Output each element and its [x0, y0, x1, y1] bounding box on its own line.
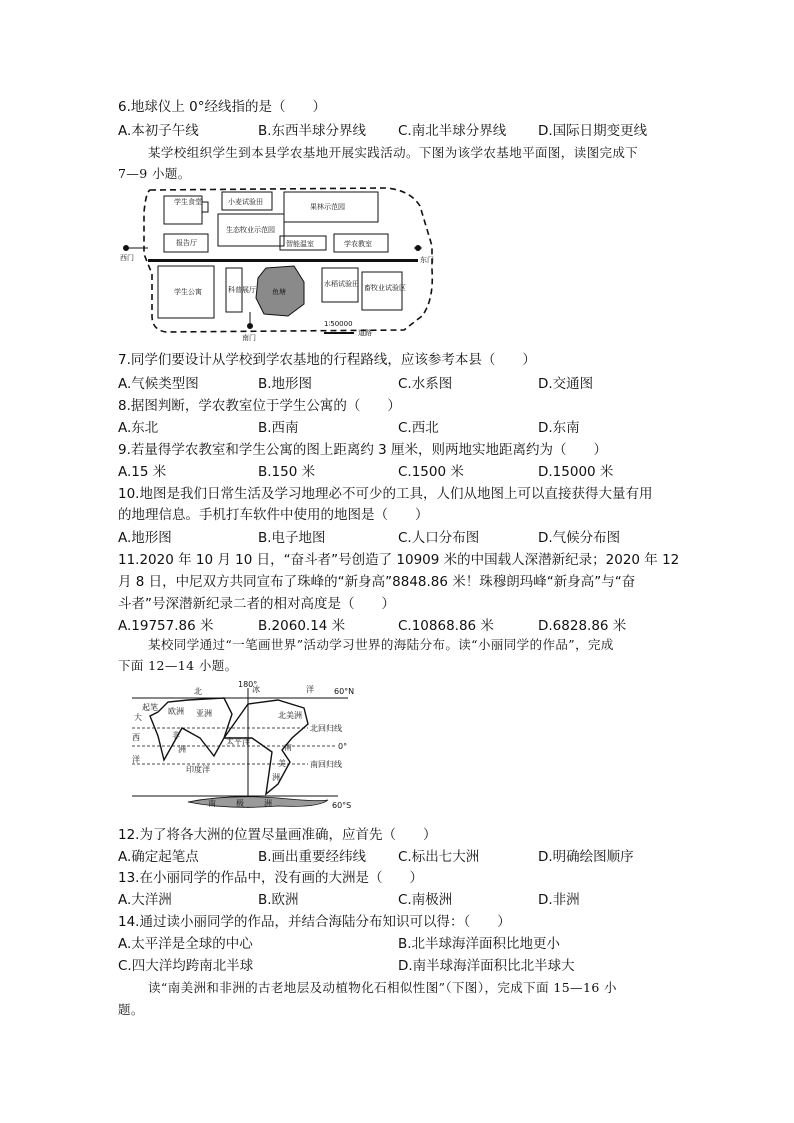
- q14-option-d[interactable]: D.南半球海洋面积比北半球大: [398, 958, 575, 974]
- intro-15-16-line2: 题。: [118, 1002, 144, 1017]
- atlantic-2-label: 西: [132, 733, 140, 742]
- intro-12-14-line2: 下面 12—14 小题。: [118, 658, 238, 673]
- meridian-180-label: 180°: [238, 680, 258, 689]
- smart-shed-label: 智能温室: [286, 240, 314, 248]
- south-america-3-label: 洲: [272, 773, 280, 782]
- q6-option-a[interactable]: A.本初子午线: [118, 123, 199, 139]
- atlantic-3-label: 洋: [132, 755, 140, 764]
- rice-field-label: 水稻试验田: [324, 280, 359, 288]
- pond-label: 鱼塘: [272, 288, 286, 296]
- question-11-stem-line1: 11.2020 年 10 月 10 日，“奋斗者”号创造了 10909 米的中国载人深潜新纪录；2020 年 12: [118, 552, 680, 568]
- q13-option-d[interactable]: D.非洲: [538, 892, 580, 908]
- q7-option-c[interactable]: C.水系图: [398, 376, 453, 392]
- road-legend-label: 道路: [358, 329, 372, 337]
- q11-option-a[interactable]: A.19757.86 米: [118, 618, 214, 634]
- antarctica-3-label: 洲: [264, 799, 272, 808]
- indian-ocean-label: 印度洋: [186, 765, 210, 774]
- equator-label: 0°: [338, 742, 348, 751]
- africa-2-label: 洲: [178, 745, 186, 754]
- q6-option-d[interactable]: D.国际日期变更线: [538, 123, 648, 139]
- africa-1-label: 非: [172, 731, 180, 740]
- question-13-stem: 13.在小丽同学的作品中，没有画的大洲是（ ）: [118, 870, 423, 886]
- q10-option-d[interactable]: D.气候分布图: [538, 530, 621, 546]
- q7-option-d[interactable]: D.交通图: [538, 376, 594, 392]
- q8-option-a[interactable]: A.东北: [118, 420, 159, 436]
- antarctica-2-label: 极: [236, 799, 244, 808]
- start-point-label: 起笔: [142, 703, 158, 712]
- q11-option-c[interactable]: C.10868.86 米: [398, 618, 494, 634]
- q12-option-d[interactable]: D.明确绘图顺序: [538, 849, 634, 865]
- question-14-stem: 14.通过读小丽同学的作品，并结合海陆分布知识可以得：（ ）: [118, 914, 511, 930]
- q11-option-d[interactable]: D.6828.86 米: [538, 618, 627, 634]
- europe-label: 欧洲: [168, 707, 184, 716]
- q8-option-d[interactable]: D.东南: [538, 420, 580, 436]
- dorm-label: 学生公寓: [174, 288, 202, 296]
- east-gate-label: 东门: [420, 256, 434, 264]
- road-legend-line: [324, 332, 354, 334]
- canteen-label: 学生食堂: [174, 198, 202, 206]
- small-field-label: 小麦试验田: [228, 198, 263, 206]
- q13-option-c[interactable]: C.南极洲: [398, 892, 453, 908]
- classroom-label: 学农教室: [344, 240, 372, 248]
- question-8-stem: 8.据图判断，学农教室位于学生公寓的（ ）: [118, 398, 401, 414]
- south-america-1-label: 南: [284, 743, 292, 752]
- q12-option-a[interactable]: A.确定起笔点: [118, 849, 199, 865]
- question-7-stem: 7.同学们要设计从学校到学农基地的行程路线，应该参考本县（ ）: [118, 352, 536, 368]
- livestock-label: 畜牧业试验区: [364, 284, 406, 292]
- q13-option-a[interactable]: A.大洋洲: [118, 892, 172, 908]
- q7-option-b[interactable]: B.地形图: [258, 376, 313, 392]
- arctic-bei-label: 北: [194, 687, 202, 696]
- question-9-stem: 9.若量得学农教室和学生公寓的图上距离约 3 厘米，则两地实地距离约为（ ）: [118, 442, 608, 458]
- intro-7-9-line2: 7—9 小题。: [118, 166, 191, 181]
- question-12-stem: 12.为了将各大洲的位置尽量画准确，应首先（ ）: [118, 827, 437, 843]
- q8-option-b[interactable]: B.西南: [258, 420, 299, 436]
- question-10-stem-line1: 10.地图是我们日常生活及学习地理必不可少的工具，人们从地图上可以直接获得大量有用: [118, 486, 653, 502]
- arctic-yang-label: 洋: [306, 685, 314, 694]
- report-hall-label: 报告厅: [176, 239, 197, 247]
- question-10-stem-line2: 的地理信息。手机打车软件中使用的地图是（ ）: [118, 507, 429, 523]
- q6-option-c[interactable]: C.南北半球分界线: [398, 123, 507, 139]
- antarctica-1-label: 南: [208, 799, 216, 808]
- lat-60s-label: 60°S: [332, 801, 352, 810]
- lat-60n-label: 60°N: [334, 687, 355, 696]
- asia-label: 亚洲: [196, 709, 212, 718]
- tropic-capricorn-label: 南回归线: [310, 760, 342, 769]
- west-gate-label: 西门: [120, 254, 134, 262]
- atlantic-1-label: 大: [134, 713, 142, 722]
- question-11-stem-line3: 斗者”号深潜新纪录二者的相对高度是（ ）: [118, 596, 395, 612]
- arctic-bing-label: 冰: [252, 685, 260, 694]
- q6-option-b[interactable]: B.东西半球分界线: [258, 123, 367, 139]
- question-11-stem-line2: 月 8 日，中尼双方共同宣布了珠峰的“新身高”8848.86 米！珠穆朗玛峰“新身高”与“奋: [118, 574, 636, 590]
- q12-option-b[interactable]: B.画出重要经纬线: [258, 849, 367, 865]
- tropic-cancer-label: 北回归线: [310, 724, 342, 733]
- q10-option-a[interactable]: A.地形图: [118, 530, 172, 546]
- q10-option-c[interactable]: C.人口分布图: [398, 530, 480, 546]
- science-hall-label: 科普展厅: [228, 286, 256, 294]
- q11-option-b[interactable]: B.2060.14 米: [258, 618, 346, 634]
- q9-option-a[interactable]: A.15 米: [118, 464, 167, 480]
- fruit-park-label: 果林示范园: [310, 203, 345, 211]
- q9-option-b[interactable]: B.150 米: [258, 464, 316, 480]
- scale-label: 1∶50000: [324, 320, 353, 328]
- q14-option-c[interactable]: C.四大洋均跨南北半球: [118, 958, 254, 974]
- south-gate-label: 南门: [242, 334, 256, 342]
- farm-base-map: [118, 182, 438, 344]
- q14-option-a[interactable]: A.太平洋是全球的中心: [118, 936, 253, 952]
- pacific-label: 太平洋: [226, 737, 250, 746]
- q7-option-a[interactable]: A.气候类型图: [118, 376, 199, 392]
- eco-park-label: 生态牧业示范园: [226, 226, 275, 234]
- q9-option-d[interactable]: D.15000 米: [538, 464, 614, 480]
- world-one-stroke-sketch: [128, 680, 358, 812]
- south-america-2-label: 美: [278, 759, 286, 768]
- north-america-label: 北美洲: [278, 711, 302, 720]
- q13-option-b[interactable]: B.欧洲: [258, 892, 299, 908]
- q8-option-c[interactable]: C.西北: [398, 420, 439, 436]
- q12-option-c[interactable]: C.标出七大洲: [398, 849, 480, 865]
- q14-option-b[interactable]: B.北半球海洋面积比地更小: [398, 936, 561, 952]
- intro-7-9-line1: 某学校组织学生到本县学农基地开展实践活动。下图为该学农基地平面图，读图完成下: [148, 145, 639, 160]
- q9-option-c[interactable]: C.1500 米: [398, 464, 464, 480]
- intro-15-16-line1: 读“南美洲和非洲的古老地层及动植物化石相似性图”（下图），完成下面 15—16 小: [148, 980, 617, 995]
- q10-option-b[interactable]: B.电子地图: [258, 530, 326, 546]
- intro-12-14-line1: 某校同学通过“一笔画世界”活动学习世界的海陆分布。读“小丽同学的作品”，完成: [148, 637, 614, 652]
- question-6-stem: 6.地球仪上 0°经线指的是（ ）: [118, 99, 327, 115]
